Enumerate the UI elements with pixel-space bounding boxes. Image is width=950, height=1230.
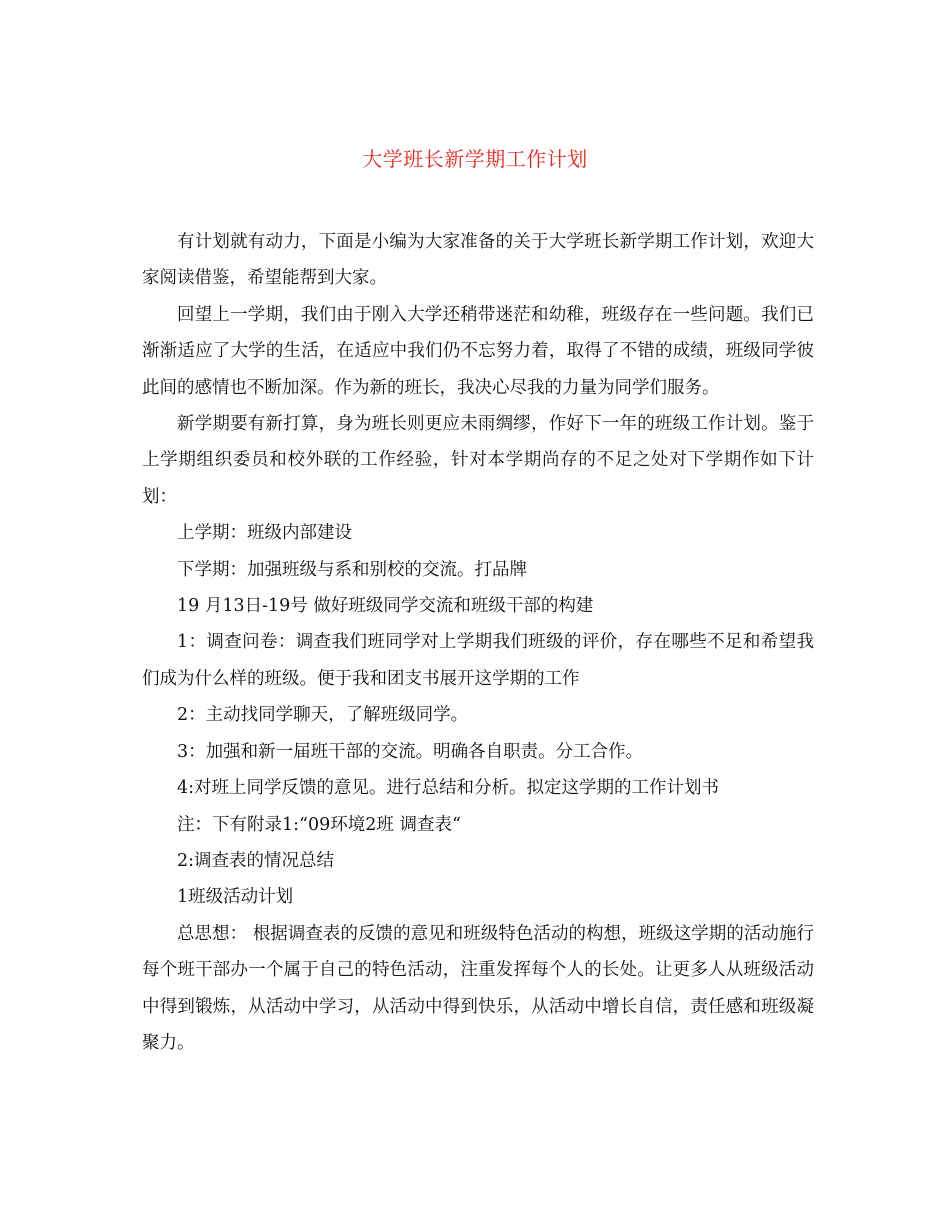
paragraph: 总思想： 根据调查表的反馈的意见和班级特色活动的构想，班级这学期的活动施行每个班干部办一个属于自己的特色活动，注重发挥每个人的长处。让更多人从班级活动中得到锻炼，从活动中学习，从活动中得到快乐，从活动中增长自信，责任感和班级凝聚力。 [142,923,814,1053]
paragraph: 注：下有附录1:“09环境2班 调查表“ [177,814,461,835]
paragraph: 3：加强和新一届班干部的交流。明确各自职责。分工合作。 [177,741,644,762]
paragraph: 1：调查问卷：调查我们班同学对上学期我们班级的评价，存在哪些不足和希望我们成为什么样的班级。便于我和团支书展开这学期的工作 [142,632,814,689]
paragraph: 回望上一学期，我们由于刚入大学还稍带迷茫和幼稚，班级存在一些问题。我们已渐渐适应了大学的生活，在适应中我们仍不忘努力着，取得了不错的成绩，班级同学彼此间的感情也不断加深。作为新的班长，我决心尽我的力量为同学们服务。 [142,304,814,398]
paragraph: 19 月13日-19号 做好班级同学交流和班级干部的构建 [177,596,594,617]
paragraph: 1班级活动计划 [177,887,294,908]
paragraph: 有计划就有动力，下面是小编为大家准备的关于大学班长新学期工作计划，欢迎大家阅读借鉴，希望能帮到大家。 [142,232,814,289]
paragraph: 上学期：班级内部建设 [177,523,352,544]
paragraph: 新学期要有新打算，身为班长则更应未雨绸缪，作好下一年的班级工作计划。鉴于上学期组织委员和校外联的工作经验，针对本学期尚存的不足之处对下学期作如下计划： [142,414,814,507]
document-body [142,224,814,1061]
paragraph: 2：主动找同学聊天，了解班级同学。 [177,705,469,726]
document-title: 大学班长新学期工作计划 [362,147,588,171]
paragraph: 2:调查表的情况总结 [177,850,335,871]
paragraph: 下学期：加强班级与系和别校的交流。打品牌 [177,559,527,580]
paragraph: 4:对班上同学反馈的意见。进行总结和分析。拟定这学期的工作计划书 [177,778,720,799]
